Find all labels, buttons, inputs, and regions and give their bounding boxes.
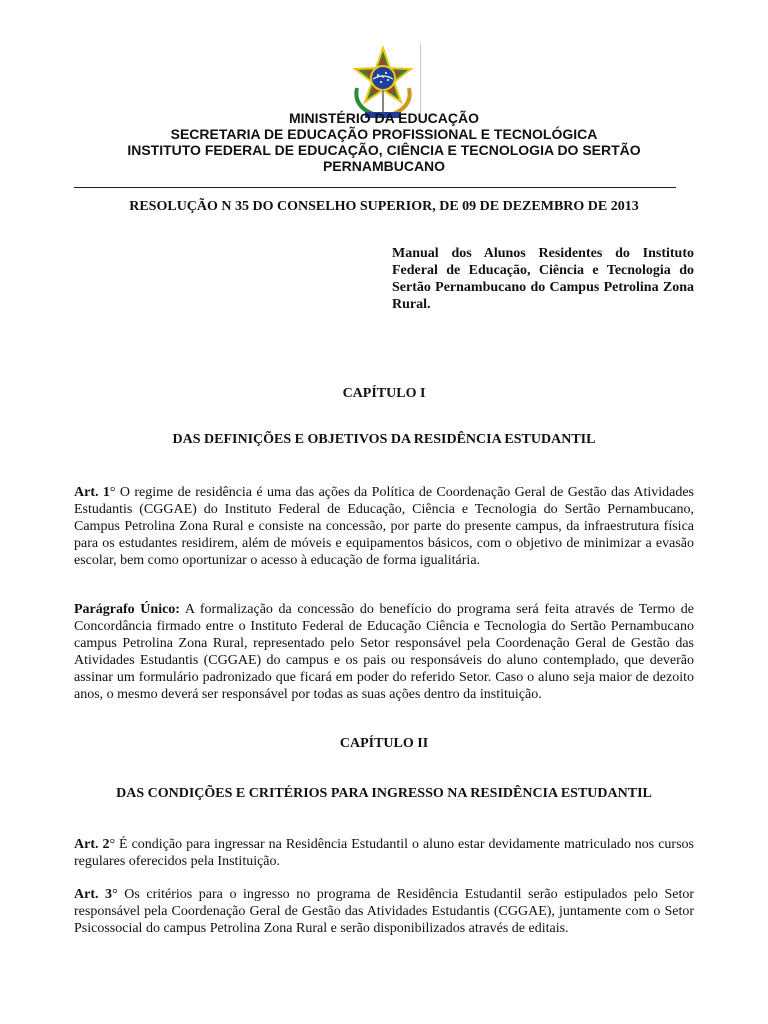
header-line-state: PERNAMBUCANO (322, 158, 446, 174)
chapter-1-title: CAPÍTULO I (342, 386, 426, 401)
chapter-2-title: CAPÍTULO II (339, 736, 429, 751)
article-3-label: Art. 3 (74, 887, 113, 902)
article-3-text: ° Os critérios para o ingresso no programa de Residência Estudantil serão estipulados pelo Setor responsável pela Coordenação Geral de Gestão das Atividades Estudantis (CGGAE), juntamente com o Setor Psicossocial do campus Petrolina Zona Rural e serão disponibilizados através de editais. (74, 887, 694, 936)
header-line-secretariat: SECRETARIA DE EDUCAÇÃO PROFISSIONAL E TECNOLÓGICA (170, 126, 598, 142)
article-2 (74, 836, 694, 870)
article-2-label: Art. 2 (74, 837, 110, 852)
article-1 (74, 484, 694, 569)
chapter-2-subtitle: DAS CONDIÇÕES E CRITÉRIOS PARA INGRESSO NA RESIDÊNCIA ESTUDANTIL (116, 786, 652, 801)
paragraph-unico (74, 601, 694, 703)
resolution-summary: Manual dos Alunos Residentes do Instituto Federal de Educação, Ciência e Tecnologia do Sertão Pernambucano do Campus Petrolina Zona Rural. (392, 246, 694, 312)
header-line-institute: INSTITUTO FEDERAL DE EDUCAÇÃO, CIÊNCIA E TECNOLOGIA DO SERTÃO (127, 142, 641, 158)
resolution-title: RESOLUÇÃO N 35 DO CONSELHO SUPERIOR, DE 09 DE DEZEMBRO DE 2013 (129, 199, 639, 214)
article-1-text: ° O regime de residência é uma das ações da Política de Coordenação Geral de Gestão das Atividades Estudantis (CGGAE) do Instituto Federal de Educação, Ciência e Tecnologia do Sertão Pernambucano, Campus Petrolina Zona Rural e consiste na concessão, por parte do presente campus, da infraestrutura física para os estudantes residirem, além de móveis e equipamentos básicos, com o objetivo de minimizar a evasão escolar, bem como oportunizar o acesso à educação de forma igualitária. (74, 485, 694, 568)
article-3 (74, 886, 694, 937)
paragraph-unico-text: A formalização da concessão do benefício do programa será feita através de Termo de Concordância firmado entre o Instituto Federal de Educação Ciência e Tecnologia do Sertão Pernambucano campus Petrolina Zona Rural, representado pelo Setor responsável pela Coordenação Geral de Gestão das Atividades Estudantis (CGGAE) do campus e os pais ou responsáveis do aluno contemplado, que deverão assinar um formulário padronizado que ficará em poder do referido Setor. Caso o aluno seja maior de dezoito anos, o mesmo deverá ser responsável por todas as suas ações dentro da instituição. (74, 602, 694, 702)
header-divider (74, 187, 676, 188)
chapter-1-subtitle: DAS DEFINIÇÕES E OBJETIVOS DA RESIDÊNCIA ESTUDANTIL (172, 432, 596, 447)
paragraph-unico-label: Parágrafo Único: (74, 602, 180, 617)
article-2-text: ° É condição para ingressar na Residência Estudantil o aluno estar devidamente matriculado nos cursos regulares oferecidos pela Instituição. (74, 837, 694, 869)
header-line-ministry: MINISTÉRIO DA EDUCAÇÃO (288, 110, 480, 126)
institution-header (90, 110, 678, 174)
article-1-label: Art. 1 (74, 485, 110, 500)
